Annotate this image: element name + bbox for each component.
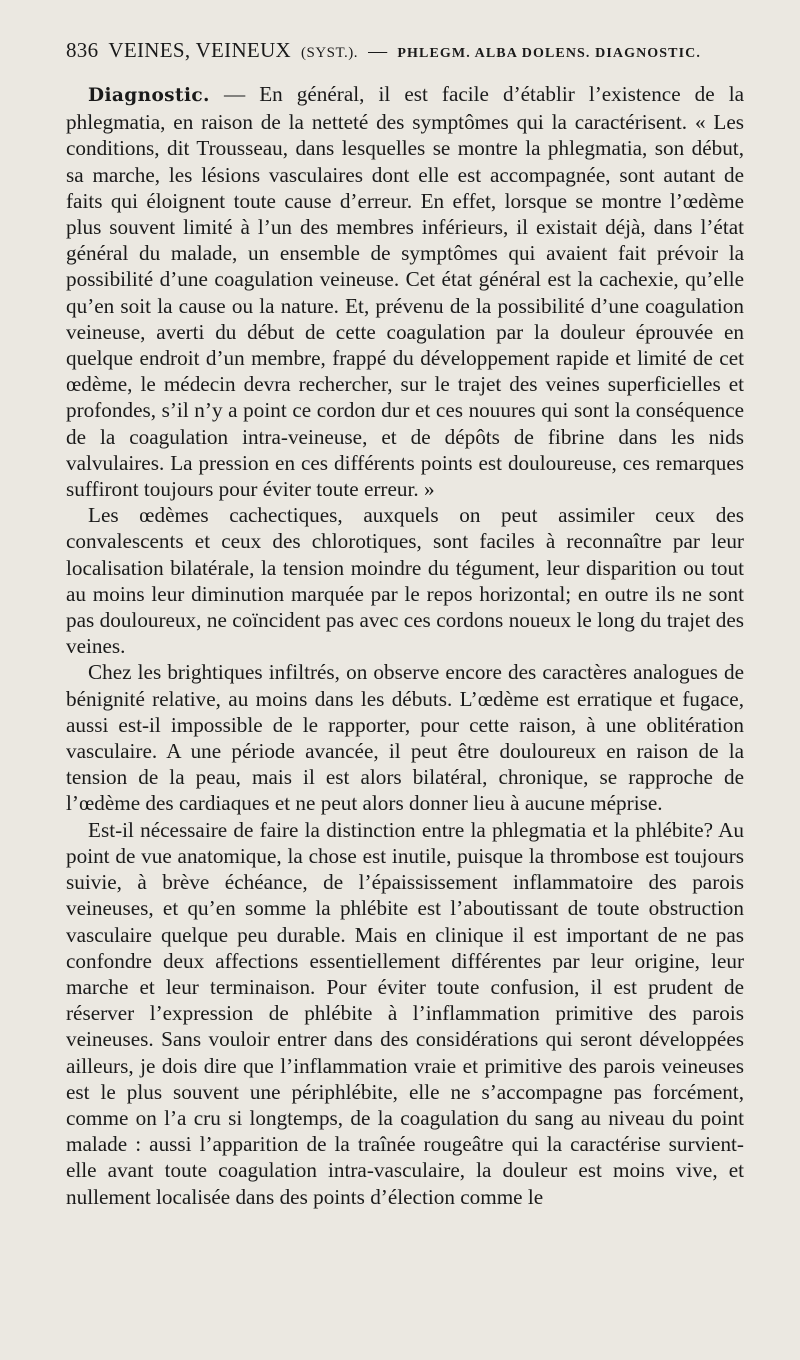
body-text [66,81,744,1210]
paragraph-phlebitis-distinction: Est-il nécessaire de faire la distinction entre la phlegmatia et la phlébite? Au point de vue anatomique, la chose est inutile, puisque la thrombose est toujours suivie, à brève échéance, de l’épaississement inflammatoire des parois veineuses, et qu’en somme la phlébite est l’aboutissant de toute obstruction vasculaire quelque peu durable. Mais en clinique il est important de ne pas confondre deux affections essentiellement différentes par leur origine, leur marche et leur terminaison. Pour éviter toute confusion, il est prudent de réserver l’expression de phlébite à l’inflammation primitive des parois veineuses. Sans vouloir entrer dans des considérations qui seront développées ailleurs, je dois dire que l’inflammation vraie et primitive des parois veineuses est le plus souvent une périphlébite, elle ne s’accompagne pas forcément, comme on l’a cru si longtemps, de la coagulation du sang au niveau du point malade : aussi l’apparition de la traînée rougeâtre qui la caractérise survient-elle avant toute coagulation intra-vasculaire, la douleur est moins vive, et nullement localisée dans des points d’élection comme le [66,817,744,1209]
running-title-qualifier: (SYST.). [301,45,359,61]
section-lead-word: Diagnostic. [88,85,210,106]
paragraph-brightic: Chez les brightiques infiltrés, on observe encore des caractères analogues de bénignité relative, au moins dans les débuts. L’œdème est erratique et fugace, aussi est-il impossible de le rapporter, pour cette raison, à une oblitération vasculaire. A une période avancée, il peut être douloureux en raison de la tension de la peau, mais il est alors bilatéral, chronique, se rapproche de l’œdème des cardiaques et ne peut alors donner lieu à aucune méprise. [66,660,744,816]
running-head-dash: — [368,41,388,62]
running-topic: PHLEGM. ALBA DOLENS. DIAGNOSTIC. [397,46,701,61]
paragraph-cachectic-oedema: Les œdèmes cachectiques, auxquels on peut assimiler ceux des convalescents et ceux des chlorotiques, sont faciles à reconnaître par leur localisation bilatérale, la tension moindre du tégument, leur disparition ou tout au moins leur diminution marquée par le repos horizontal; en outre ils ne sont pas douloureux, ne coïncident pas avec ces cordons noueux le long du trajet des veines. [66,503,744,659]
paragraph-diagnostic [66,81,744,502]
page-number: 836 [66,38,99,62]
paragraph-text: — En général, il est facile d’établir l’existence de la phlegmatia, en raison de la netteté des symptômes qui la caractérisent. « Les conditions, dit Trousseau, dans lesquelles se montre la phlegmatia, son début, sa marche, les lésions vasculaires dont elle est accompagnée, sont autant de faits qui éloignent toute cause d’erreur. En effet, lorsque se montre l’œdème plus souvent limité à l’un des membres inférieurs, il existait déjà, dans l’état général du malade, un ensemble de symptômes qui avaient fait prévoir la possibilité d’une coagulation veineuse. Cet état général est la cachexie, qu’elle qu’en soit la cause ou la nature. Et, prévenu de la possibilité d’une coagulation veineuse, averti du début de cette coagulation par la douleur éprouvée en quelque endroit d’un membre, frappé du développement rapide et limité de cet œdème, le médecin devra rechercher, sur le trajet des veines superficielles et profondes, s’il n’y a point ce cordon dur et ces nouures qui sont la conséquence de la coagulation intra-veineuse, et de dépôts de fibrine dans les nids valvulaires. La pression en ces différents points est douloureuse, ces remarques suffiront toujours pour éviter toute erreur. » [66,82,744,502]
running-head [66,38,744,63]
running-title: VEINES, VEINEUX [108,38,291,62]
